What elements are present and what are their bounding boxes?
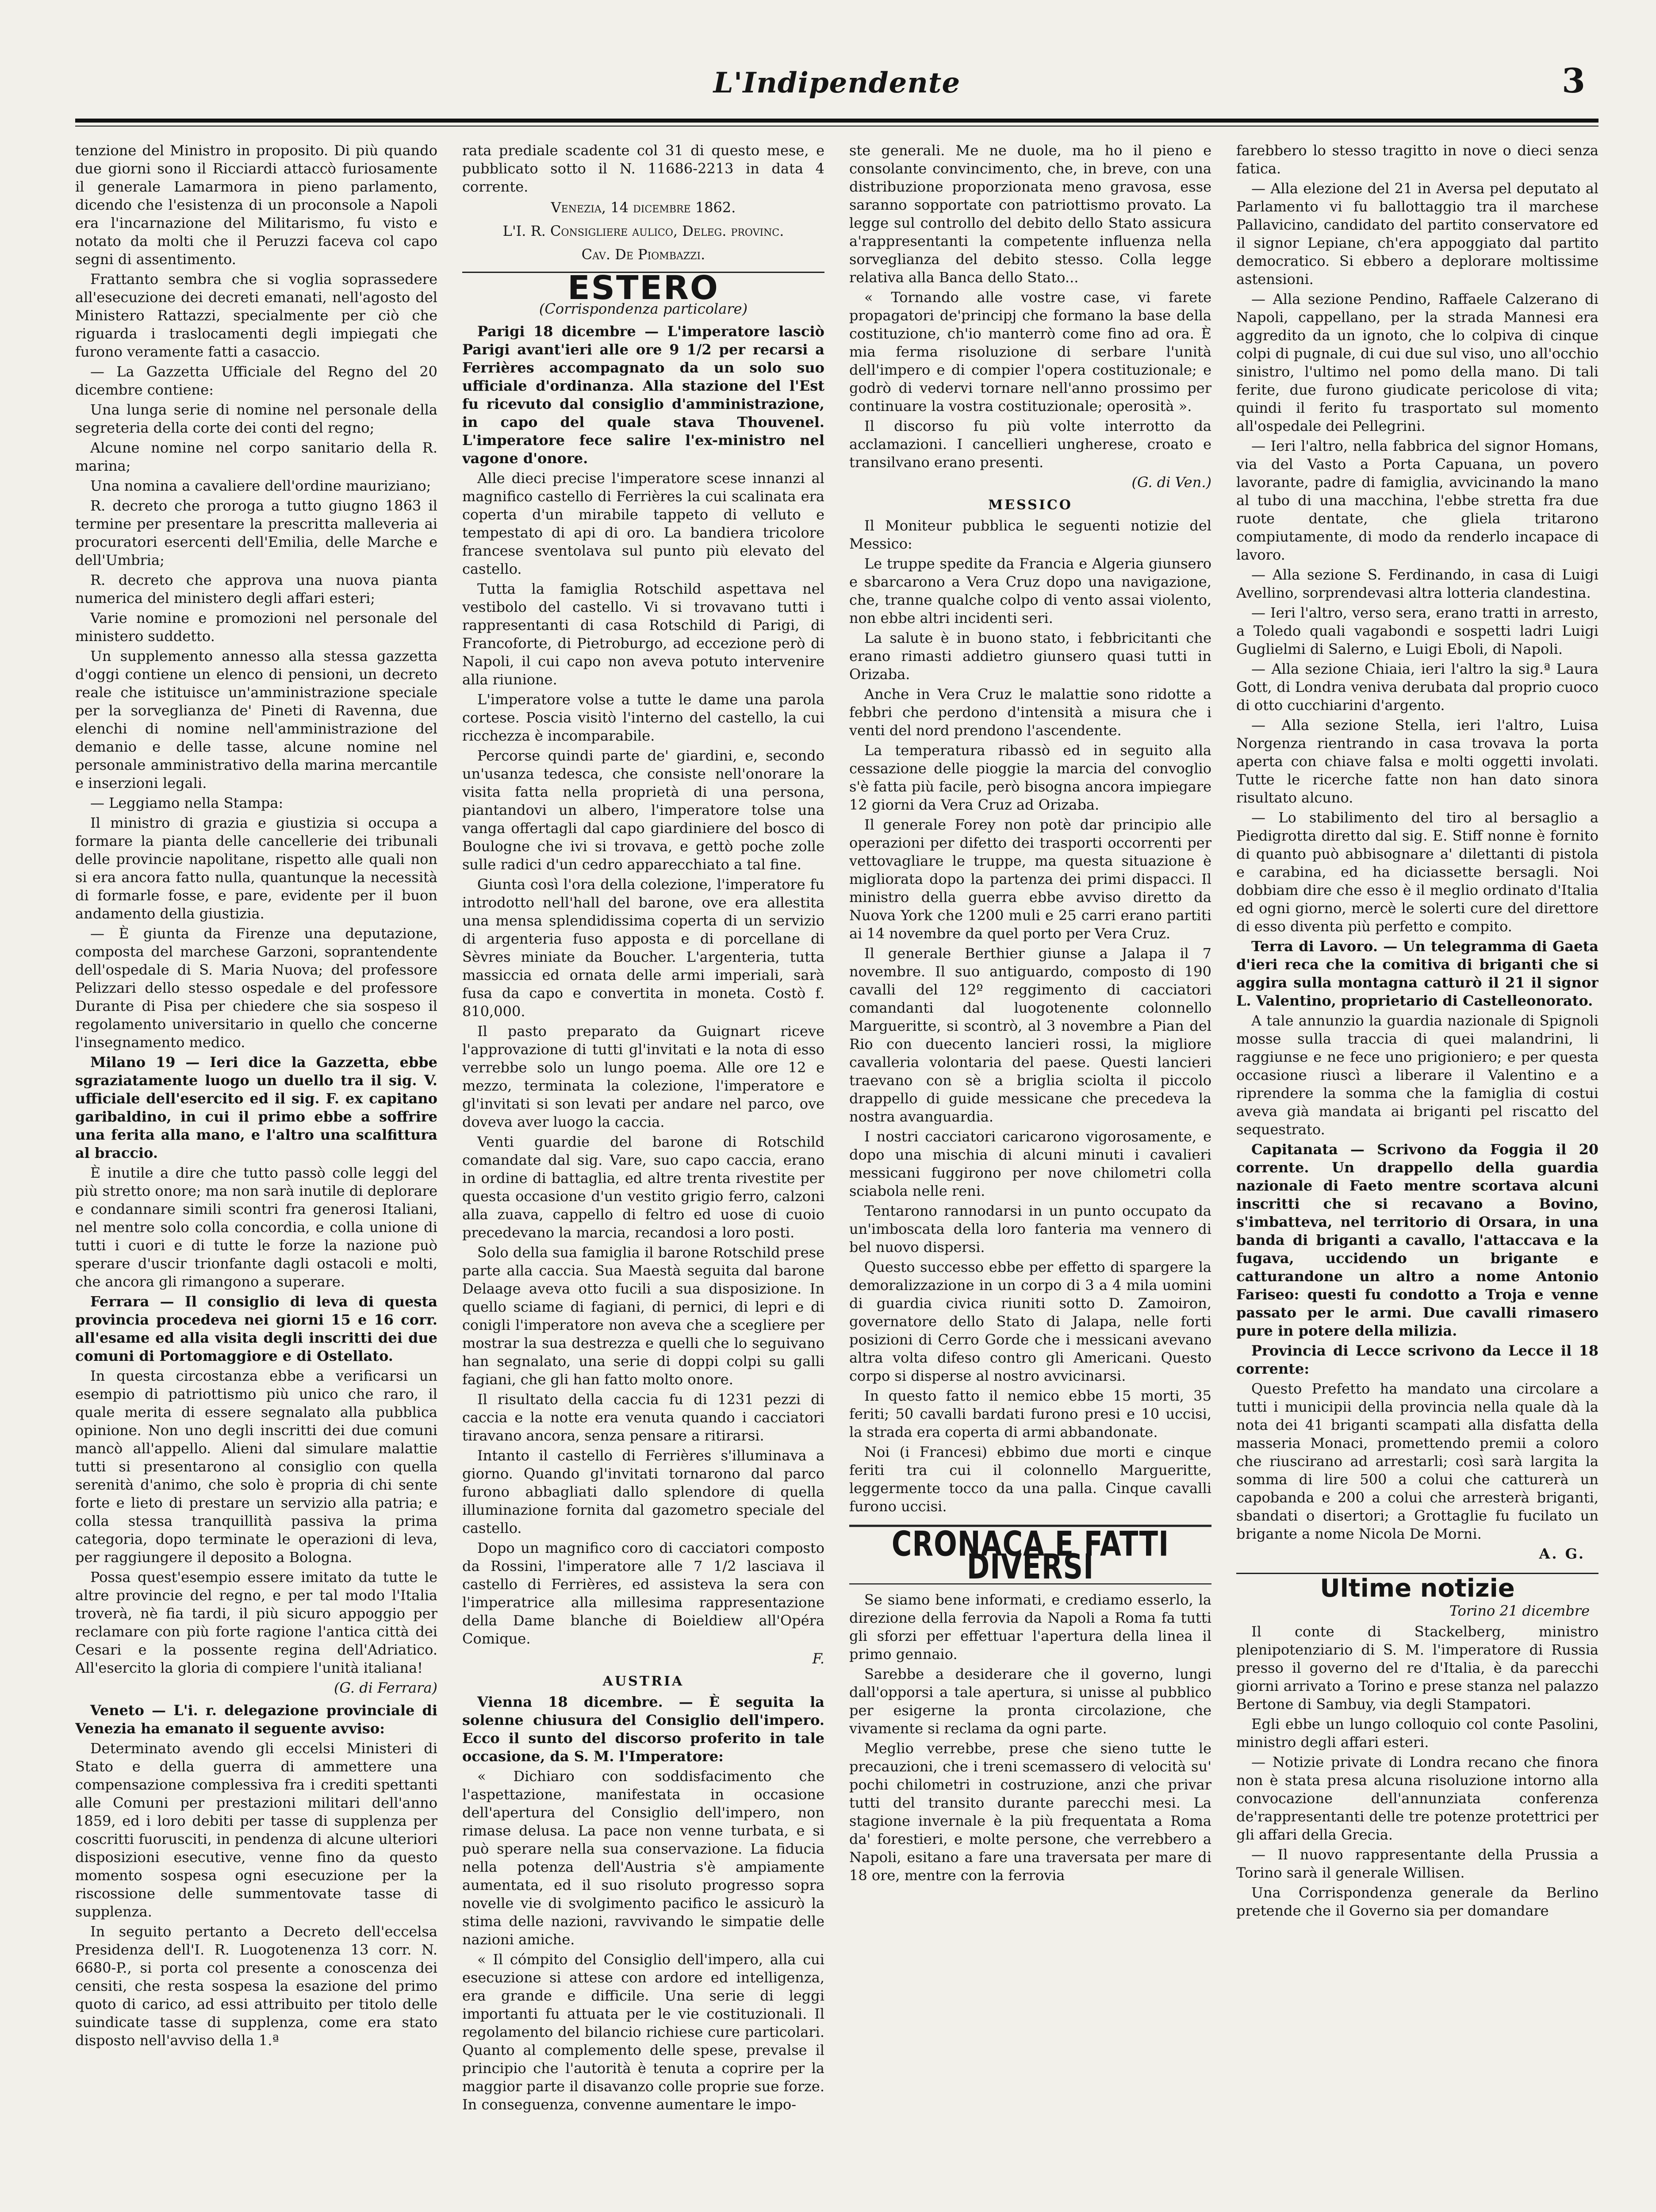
paragraph: In questo fatto il nemico ebbe 15 morti, 35 feriti; 50 cavalli bardati furono presi e 10 uccisi, la strada era coperta di armi abbandonate. <box>849 1387 1211 1440</box>
paragraph: Parigi 18 dicembre — L'imperatore lasciò Parigi avant'ieri alle ore 9 1/2 per recarsi a Ferrières accompagnato da un solo suo ufficiale d'ordinanza. Alla stazione del l'Est fu ricevuto dal consiglio d'amministrazione, in capo del quale stava Thouvenel. L'imperatore fece salire l'ex-ministro nel vagone d'onore. <box>462 323 824 467</box>
section-subheading: (Corrispondenza particolare) <box>539 300 748 317</box>
section-heading-estero: ESTERO <box>462 272 824 297</box>
paragraph: A tale annunzio la guardia nazionale di Spignoli mosse sulla traccia di quei malandrini, li raggiunse e ne fece uno prigioniero; e per questa occasione riuscì a liberare il Valentino e a riprendere la somma che la famiglia di costui aveva già mandata ai briganti pel riscatto del sequestrato. <box>1236 1012 1598 1138</box>
paragraph: tenzione del Ministro in proposito. Di più quando due giorni sono il Ricciardi attaccò furiosamente il generale Lamarmora in pieno parlamento, dicendo che l'esistenza di un proconsole a Napoli era l'incarnazione del Militarismo, fu visto e notato da molti che il Peruzzi faceva col capo segni di assentimento. <box>75 142 437 268</box>
paragraph: Il conte di Stackelberg, ministro plenipotenziario di S. M. l'imperatore di Russia presso il governo del re d'Italia, è da parecchi giorni arrivato a Torino e prese stanza nel palazzo Bertone di Sambuy, via degli Stampatori. <box>1236 1623 1598 1713</box>
paragraph: — Ieri l'altro, nella fabbrica del signor Homans, via del Vasto a Porta Capuana, un povero lavorante, padre di famiglia, avvicinando la mano al tubo di una macchina, l'ebbe stretta fra due ruote dentate, che gliela tritarono compiutamente, di modo da renderlo incapace di lavoro. <box>1236 438 1598 563</box>
paragraph: — Alla sezione S. Ferdinando, in casa di Luigi Avellino, sorprendevasi altra lotteria clandestina. <box>1236 566 1598 601</box>
paragraph: Meglio verrebbe, prese che sieno tutte le precauzioni, che i treni scemassero di velocità su' pochi chilometri in costruzione, anzi che privar tutti del transito durante parecchi mesi. La stagione invernale è la più frequentata a Roma da' forestieri, e molte persone, che verrebbero a Napoli, esitano a fare una traversata per mare di 18 ore, mentre con la ferrovia <box>849 1740 1211 1884</box>
paragraph: — Alla elezione del 21 in Aversa pel deputato al Parlamento vi fu ballottaggio tra il marchese Pallavicino, candidato del partito conservatore ed il signor Lepiane, ch'era appoggiato dal partito democratico. Si ebbero a deplorare moltissime astensioni. <box>1236 180 1598 288</box>
header-rule <box>75 119 1598 123</box>
paragraph: Se siamo bene informati, e crediamo esserlo, la direzione della ferrovia da Napoli a Roma fa tutti gli sforzi per effettuar l'apertura della linea il primo gennaio. <box>849 1591 1211 1663</box>
paragraph: Il ministro di grazia e giustizia si occupa a formare la pianta delle cancellerie dei tribunali delle provincie napolitane, rispetto alle quali non si era ancora fatto nulla, quantunque la necessità di formarle fosse, e pare, evidente per il buon andamento della giustizia. <box>75 814 437 922</box>
signatory-name: Cav. De Piombazzi. <box>581 246 705 263</box>
paragraph: È inutile a dire che tutto passò colle leggi del più stretto onore; ma non sarà inutile di deplorare e condannare simili scontri fra generosi Italiani, nel mentre solo colla concordia, e colla unione di tutti i cuori e di tutte le forze la nazione può sperare d'uscir trionfante dagli ostacoli e molti, che ancora gli rimangono a superare. <box>75 1164 437 1290</box>
paragraph: In questa circostanza ebbe a verificarsi un esempio di patriottismo più unico che raro, il quale merita di essere segnalato alla pubblica opinione. Non uno degli inscritti dei due comuni mancò all'appello. Alieni dal simulare malattie tutti si presentarono al consiglio con quella serenità d'animo, che solo è propria di chi sente forte e lieto di prestare un servizio alla patria; e colla stessa tranquillità passiva la prima categoria, dopo terminate le operazioni di leva, per raggiungere il deposito a Bologna. <box>75 1367 437 1566</box>
paragraph: Le truppe spedite da Francia e Algeria giunsero e sbarcarono a Vera Cruz dopo una navigazione, che, tranne qualche colpo di vento assai violento, non ebbe altri incidenti seri. <box>849 555 1211 626</box>
paragraph: Milano 19 — Ieri dice la Gazzetta, ebbe sgraziatamente luogo un duello tra il sig. V. ufficiale dell'esercito ed il sig. F. ex capitano garibaldino, in cui il primo ebbe a soffrire una ferita alla mano, e l'altro una scalfittura al braccio. <box>75 1054 437 1161</box>
column-3 <box>849 142 1211 2212</box>
paragraph: Provincia di Lecce scrivono da Lecce il 18 corrente: <box>1236 1342 1598 1377</box>
paragraph: Vienna 18 dicembre. — È seguita la solenne chiusura del Consiglio dell'impero. Ecco il sunto del discorso proferito in tale occasione, da S. M. l'Imperatore: <box>462 1694 824 1765</box>
author-initials: A. G. <box>1539 1545 1585 1562</box>
paragraph: Frattanto sembra che si voglia soprassedere all'esecuzione dei decreti emanati, nell'agosto del Ministero Rattazzi, specialmente per ciò che riguarda i traslocamenti degli impiegati che furono veramente fatti a casaccio. <box>75 271 437 360</box>
paragraph: Anche in Vera Cruz le malattie sono ridotte a febbri che perdono d'intensità a misura che i venti del nord prendono l'ascendente. <box>849 686 1211 739</box>
paragraph: Il pasto preparato da Guignart riceve l'approvazione di tutti gl'invitati e la nota di esso verrebbe solo un lungo poema. Alle ore 12 e mezzo, terminata la colezione, l'imperatore e gl'invitati si son levati per andare nel parco, ove doveva aver luogo la caccia. <box>462 1023 824 1130</box>
signatory-title: L'I. R. Consigliere aulico, Deleg. provinc. <box>502 223 784 239</box>
newspaper-title: L'Indipendente <box>713 66 961 100</box>
paragraph: Dopo un magnifico coro di cacciatori composto da Rossini, l'imperatore alle 7 1/2 lasciava il castello di Ferrières, ed assisteva la sera con l'imperatrice alla millesima rappresentazione della Dame blanche di Boieldiew all'Opéra Comique. <box>462 1540 824 1647</box>
dateline: Venezia, 14 dicembre 1862. <box>551 199 736 216</box>
paragraph: Una lunga serie di nomine nel personale della segreteria della corte dei conti del regno; <box>75 401 437 436</box>
paragraph: Terra di Lavoro. — Un telegramma di Gaeta d'ieri reca che la comitiva di briganti che si aggira sulla montagna catturò il 21 il signor L. Valentino, proprietario di Castelleonorato. <box>1236 938 1598 1009</box>
paragraph: Il generale Forey non potè dar principio alle operazioni per difetto dei trasporti occorrenti per vettovagliare le truppe, ma questa situazione è migliorata dopo la partenza dei primi dispacci. Il ministro della guerra ebbe avviso diretto da Nuova York che 1200 muli e 25 carri erano partiti ai 14 novembre da quel porto per Vera Cruz. <box>849 816 1211 942</box>
paragraph: Ferrara — Il consiglio di leva di questa provincia procedeva nei giorni 15 e 16 corr. all'esame ed alla visita degli inscritti dei due comuni di Portomaggiore e di Ostellato. <box>75 1293 437 1364</box>
paragraph: — Leggiamo nella Stampa: <box>90 795 284 811</box>
paragraph: Sarebbe a desiderare che il governo, lungi dall'opporsi a tale apertura, si unisse al pubblico per esigerne la pronta circolazione, che vivamente si reclama da ogni parte. <box>849 1666 1211 1737</box>
paragraph: Una Corrispondenza generale da Berlino pretende che il Governo sia per domandare <box>1236 1884 1598 1919</box>
paragraph: Alcune nomine nel corpo sanitario della R. marina; <box>75 439 437 474</box>
paragraph: Egli ebbe un lungo colloquio col conte Pasolini, ministro degli affari esteri. <box>1236 1716 1598 1751</box>
paragraph: Determinato avendo gli eccelsi Ministeri di Stato e della guerra di ammettere una compensazione complessiva fra i crediti spettanti alle Comuni per prestazioni militari dell'anno 1859, ed i loro debiti per tasse di supplenza per coscritti fuorusciti, in pendenza di alcune ulteriori disposizioni esecutive, venne fino da questo momento sospesa ogni esecuzione per la riscossione delle summentovate tasse di supplenza. <box>75 1740 437 1920</box>
section-heading-messico: MESSICO <box>988 497 1073 513</box>
paragraph: Il Moniteur pubblica le seguenti notizie del Messico: <box>849 517 1211 552</box>
paragraph: « Dichiaro con soddisfacimento che l'aspettazione, manifestata in occasione dell'apertura del Consiglio dell'impero, non rimase delusa. La pace non venne turbata, e si può sperare nella sua conservazione. La fiducia nella potenza dell'Austria s'è ampiamente aumentata, ed il suo risoluto progresso sopra novelle vie di svolgimento pacifico le assicurò la stima delle nazioni, ravvivando le simpatie delle nazioni amiche. <box>462 1768 824 1948</box>
source-signature: (G. di Ferrara) <box>334 1679 437 1696</box>
article-columns <box>75 142 1598 2212</box>
paragraph: Questo successo ebbe per effetto di spargere la demoralizzazione in un corpo di 3 a 4 mila uomini di guardia civica riuniti sotto D. Zamoiron, governatore dello Stato di Jalapa, nelle forti posizioni di Cerro Gorde che i messicani avevano altra volta difeso contro gli Americani. Questo corpo si disperse al nostro avvicinarsi. <box>849 1259 1211 1384</box>
paragraph: — Ieri l'altro, verso sera, erano tratti in arresto, a Toledo quali vagabondi e sospetti ladri Luigi Guglielmi di Salerno, e Luigi Eboli, di Napoli. <box>1236 604 1598 657</box>
section-heading-austria: AUSTRIA <box>602 1674 684 1689</box>
column-2 <box>462 142 824 2212</box>
paragraph: R. decreto che proroga a tutto giugno 1863 il termine per presentare la prescritta malleveria ai procuratori esercenti dell'Emilia, delle Marche e dell'Umbria; <box>75 497 437 568</box>
paragraph: Il discorso fu più volte interrotto da acclamazioni. I cancellieri ungherese, croato e transilvano erano presenti. <box>849 418 1211 471</box>
masthead <box>75 61 1598 119</box>
paragraph: Questo Prefetto ha mandato una circolare a tutti i municipii della provincia nella quale dà la nota dei 41 briganti scampati alla disfatta della masseria Monaci, promettendo premii a coloro che riuscirano ad arrestarli; così sarà largita la somma di lire 500 a colui che catturerà un capobanda e 200 a colui che arresterà briganti, sbandati o disertori; a Grottaglie fu fucilato un brigante a nome Nicola De Morni. <box>1236 1380 1598 1542</box>
paragraph: R. decreto che approva una nuova pianta numerica del ministero degli affari esteri; <box>75 572 437 607</box>
paragraph: Capitanata — Scrivono da Foggia il 20 corrente. Un drappello della guardia nazionale di Faeto mentre scortava alcuni inscritti che si recavano a Bovino, s'imbatteva, nel territorio di Orsara, in una banda di briganti a cavallo, l'attaccava e la fugava, uccidendo un brigante e catturandone un altro a nome Antonio Fariseo: questi fu condotto a Troja e venne passato per le armi. Due cavalli rimasero pure in potere della milizia. <box>1236 1141 1598 1339</box>
paragraph: — Alla sezione Stella, ieri l'altro, Luisa Norgenza rientrando in casa trovava la porta aperta con chiave falsa e molti oggetti involati. Tutte le ricerche fatte non han dato sinora risultato alcuno. <box>1236 717 1598 806</box>
paragraph: — Il nuovo rappresentante della Prussia a Torino sarà il generale Willisen. <box>1236 1846 1598 1881</box>
paragraph: Un supplemento annesso alla stessa gazzetta d'oggi contiene un elenco di pensioni, un decreto reale che istituisce un'amministrazione speciale per la sorveglianza de' Pineti di Ravenna, due elenchi di nomine nell'amministrazione del demanio e delle tasse, alcune nomine nel personale amministrativo della marina mercantile e inserzioni legali. <box>75 648 437 791</box>
paragraph: Noi (i Francesi) ebbimo due morti e cinque feriti tra cui il colonnello Margueritte, leggermente tocco da una palla. Cinque cavalli furono uccisi. <box>849 1444 1211 1515</box>
paragraph: — È giunta da Firenze una deputazione, composta del marchese Garzoni, soprantendente dell'ospedale di S. Maria Nuova; del professore Pelizzari dello stesso ospedale e del professore Durante di Pisa per chiedere che sia sospeso il regolamento universitario in quello che concerne l'insegnamento medico. <box>75 925 437 1051</box>
section-heading-ultime: Ultime notizie <box>1236 1573 1598 1598</box>
paragraph: In seguito pertanto a Decreto dell'eccelsa Presidenza dell'I. R. Luogotenenza 13 corr. N. 6680-P., si porta col presente a conoscenza dei censiti, che resta sospesa la esazione del primo quoto di carico, ad essi attribuito per titolo delle suindicate tasse di supplenza, come era stato disposto nell'avviso della 1.ª <box>75 1923 437 2049</box>
paragraph: Percorse quindi parte de' giardini, e, secondo un'usanza tedesca, che consiste nell'onorare la visita fatta nella proprietà di una persona, piantandovi un albero, l'imperatore tolse una vanga offertagli dal capo giardiniere del bosco di Boulogne che ivi si trovava, e gettò poche zolle sulle radici d'un cedro apparecchiato a tal fine. <box>462 747 824 873</box>
paragraph: Veneto — L'i. r. delegazione provinciale di Venezia ha emanato il seguente avviso: <box>75 1702 437 1737</box>
paragraph: Una nomina a cavaliere dell'ordine mauriziano; <box>90 477 431 494</box>
paragraph: Alle dieci precise l'imperatore scese innanzi al magnifico castello di Ferrières la cui scalinata era coperta d'un mirabile tappeto di velluto e tempestato di api di oro. La bandiera tricolore francese sventolava sul punto più elevato del castello. <box>462 470 824 577</box>
author-initial: F. <box>812 1650 824 1667</box>
paragraph: farebbero lo stesso tragitto in nove o dieci senza fatica. <box>1236 142 1598 177</box>
paragraph: — Alla sezione Chiaia, ieri l'altro la sig.ª Laura Gott, di Londra veniva derubata dal proprio cuoco di otto cucchiarini d'argento. <box>1236 661 1598 714</box>
paragraph: Solo della sua famiglia il barone Rotschild prese parte alla caccia. Sua Maestà seguita dal barone Delaage aveva otto fucili a sua disposizione. In quello sciame di fagiani, di pernici, di lepri e di conigli l'imperatore non aveva che a scegliere per mostrar la sua destrezza e quelli che lo seguivano han segnalato, una serie di doppi colpi su galli fagiani, che gli han fatto molto onore. <box>462 1244 824 1388</box>
paragraph: — Alla sezione Pendino, Raffaele Calzerano di Napoli, cappellano, per la strada Mannesi era aggredito da un ignoto, che lo colpiva di cinque colpi di pugnale, di cui due sul viso, uno all'occhio sinistro, l'ultimo nel pomo della mano. Di tali ferite, due furono giudicate pericolose di vita; quindi il ferito fu trasportato sul momento all'ospedale dei Pellegrini. <box>1236 291 1598 434</box>
paragraph: Giunta così l'ora della colezione, l'imperatore fu introdotto nell'hall del barone, ove era allestita una mensa splendidissima coperta di un servizio di argenteria fuso apposta e di porcellane di Sèvres miniate da Boucher. L'argenteria, tutta massiccia ed ornata delle armi imperiali, sarà fusa da capo e convertita in moneta. Costò f. 810,000. <box>462 876 824 1020</box>
paragraph: La salute è in buono stato, i febbricitanti che erano rimasti addietro giunsero quasi tutti in Orizaba. <box>849 630 1211 683</box>
source-signature: (G. di Ven.) <box>1131 474 1211 491</box>
paragraph: Possa quest'esempio essere imitato da tutte le altre provincie del regno, e per tal modo l'Italia troverà, nè fia tardi, il più sicuro appoggio per reclamare con più forte ragione l'antica città dei Cesari e la possente regina dell'Adriatico. All'esercito la gloria di compiere l'unità italiana! <box>75 1569 437 1676</box>
paragraph: L'imperatore volse a tutte le dame una parola cortese. Poscia visitò l'interno del castello, la cui ricchezza è incomparabile. <box>462 691 824 744</box>
paragraph: — Notizie private di Londra recano che finora non è stata presa alcuna risoluzione intorno alla convocazione dell'annunziata conferenza de'rappresentanti delle tre potenze protettrici per gli affari della Grecia. <box>1236 1754 1598 1843</box>
section-heading-cronaca: CRONACA E FATTI DIVERSI <box>849 1525 1211 1585</box>
paragraph: ste generali. Me ne duole, ma ho il pieno e consolante convincimento, che, in breve, con una distribuzione proporzionata meno gravosa, esse saranno sopportate con patriottismo provato. La legge sul controllo del debito dello Stato assicura a'rappresentanti la competente influenza nella sorveglianza del debito stesso. Colla legge relativa alla Banca dello Stato... <box>849 142 1211 286</box>
paragraph: Tentarono rannodarsi in un punto occupato da un'imboscata della loro fanteria ma vennero di bel nuovo dispersi. <box>849 1202 1211 1256</box>
paragraph: « Il cómpito del Consiglio dell'impero, alla cui esecuzione si attese con ardore ed intelligenza, era grande e difficile. Una serie di leggi importanti fu attuata per le vie costituzionali. Il regolamento del bilancio richiese cure particolari. Quanto al complemento delle spese, prevalse il principio che l'autorità è tenuta a coprire per la maggior parte il disavanzo colle proprie sue forze. In conseguenza, convenne aumentare le impo- <box>462 1951 824 2113</box>
paragraph: rata prediale scadente col 31 di questo mese, e pubblicato sotto il N. 11686-2213 in data 4 corrente. <box>462 142 824 195</box>
paragraph: La temperatura ribassò ed in seguito alla cessazione delle pioggie la marcia del convoglio s'è fatta più facile, però bisogna ancora impiegare 12 giorni da Vera Cruz ad Orizaba. <box>849 742 1211 813</box>
paragraph: Tutta la famiglia Rotschild aspettava nel vestibolo del castello. Vi si trovavano tutti i rappresentanti di casa Rotschild di Parigi, di Francoforte, di Pietroburgo, ad eccezione però di Napoli, il cui capo non aveva potuto intervenire alla riunione. <box>462 580 824 688</box>
paragraph: Il risultato della caccia fu di 1231 pezzi di caccia e la notte era venuta quando i cacciatori tiravano ancora, senza pensare a ritirarsi. <box>462 1391 824 1444</box>
page-number: 3 <box>1562 61 1585 100</box>
paragraph: Intanto il castello di Ferrières s'illuminava a giorno. Quando gl'invitati tornarono dal parco furono abbagliati dallo splendore di quella illuminazione fornita dal gazometro speciale del castello. <box>462 1447 824 1536</box>
paragraph: Varie nomine e promozioni nel personale del ministero suddetto. <box>75 610 437 645</box>
paragraph: — La Gazzetta Ufficiale del Regno del 20 dicembre contiene: <box>75 363 437 398</box>
column-1 <box>75 142 437 2212</box>
paragraph: Il generale Berthier giunse a Jalapa il 7 novembre. Il suo antiguardo, composto di 190 cavalli del 12º reggimento di cacciatori comandanti dal luogotenente colonnello Margueritte, si scontrò, al 3 novembre a Pian del Rio con duecento lancieri rossi, la migliore cavalleria volontaria del paese. Questi lancieri traevano con sè a briglia sciolta il piccolo drappello di guide messicane che precedeva la nostra avanguardia. <box>849 945 1211 1125</box>
paragraph: Venti guardie del barone di Rotschild comandate dal sig. Vare, suo capo caccia, erano in ordine di battaglia, ed altre trenta rivestite per questa occasione d'un vestito grigio ferro, calzoni alla zuava, cappello di feltro ed uose di cuoio precedevano la marcia, recandosi a loro posti. <box>462 1133 824 1241</box>
paragraph: « Tornando alle vostre case, vi farete propagatori de'principj che formano la base della costituzione, ch'io manterrò come fino ad ora. È mia ferma risoluzione di serbare l'unità dell'impero e di compier l'opera costituzionale; e godrò di vedervi tornare nell'anno prossimo per continuare la vostra costituzionale; operosità ». <box>849 289 1211 415</box>
paragraph: I nostri cacciatori caricarono vigorosamente, e dopo una mischia di alcuni minuti i cavalieri messicani fuggirono per nove chilometri colla sciabola nelle reni. <box>849 1128 1211 1199</box>
header-rule-thin <box>75 126 1598 127</box>
paragraph: — Lo stabilimento del tiro al bersaglio a Piedigrotta diretto dal sig. E. Stiff nonne è fornito di quanto può abbisognare a' dilettanti di pistola e carabina, ed ha diciassette bersagli. Noi dobbiam dire che esso è il meglio ordinato d'Italia ed ogni giorno, mercè le solerti cure del direttore di esso diventa più perfetto e compito. <box>1236 809 1598 935</box>
column-4 <box>1236 142 1598 2212</box>
dateline: Torino 21 dicembre <box>1449 1602 1590 1619</box>
